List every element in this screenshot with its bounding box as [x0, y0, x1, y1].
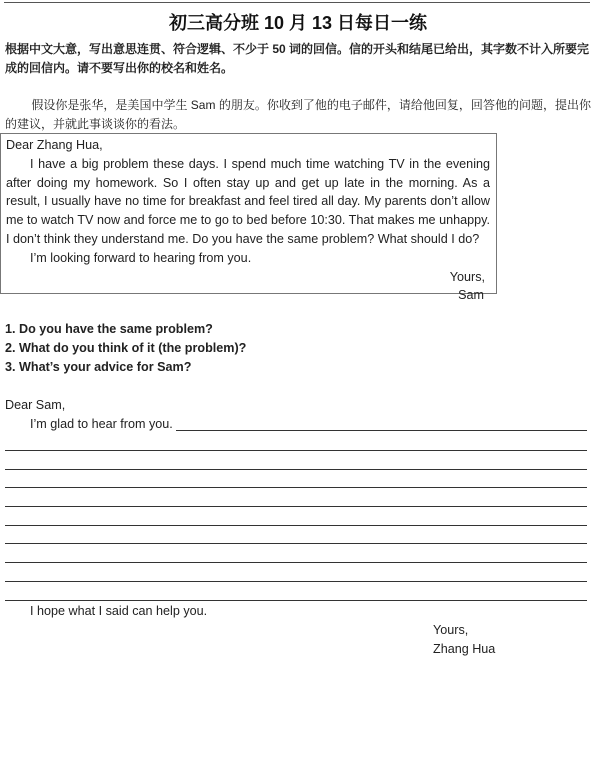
question-list: [5, 320, 246, 377]
answer-blank-line[interactable]: [176, 418, 587, 431]
answer-line[interactable]: [5, 469, 587, 470]
reply-closing-sentence: I hope what I said can help you.: [30, 604, 208, 618]
reply-first-line: [30, 417, 587, 431]
reply-sign-off: Yours,: [433, 623, 469, 637]
answer-line[interactable]: [5, 506, 587, 507]
question-item: 2. What do you think of it (the problem)?: [5, 341, 247, 355]
incoming-letter-box: [0, 133, 497, 303]
question-item: 3. What’s your advice for Sam?: [5, 360, 192, 374]
instructions: 根据中文大意，写出意思连贯、符合逻辑、不少于 50 词的回信。信的开头和结尾已给出，其字数不计入所要完成的回信内。请不要写出你的校名和姓名。: [5, 42, 590, 75]
scenario-text: 假设你是张华，是美国中学生 Sam 的朋友。你收到了他的电子邮件，请给他回复，回答他的问题，提出你的建议，并就此事谈谈你的看法。: [5, 98, 591, 131]
reply-greeting: Dear Sam,: [5, 398, 66, 412]
answer-line[interactable]: [5, 450, 587, 451]
page-title: 初三高分班 10 月 13 日每日一练: [168, 13, 428, 33]
top-rule: [4, 2, 590, 3]
question-item: 1. Do you have the same problem?: [5, 322, 213, 336]
letter-closing-sentence: I’m looking forward to hearing from you.: [30, 250, 252, 265]
answer-line[interactable]: [5, 562, 587, 563]
letter-sign-off: Yours,: [449, 269, 485, 284]
reply-opening: I’m glad to hear from you.: [30, 417, 173, 431]
answer-line[interactable]: [5, 581, 587, 582]
letter-body: I have a big problem these days. I spend much time watching TV in the evening after doing my homework. So I often stay up and get up late in the morning. As a result, I usually have no time for breakfast and feel tired all day. My parents don’t allow me to watch TV now and force me to go to bed before 10:30. That makes me unhappy. I don’t think they understand me. Do you have the same problem? What should I do?: [6, 156, 490, 246]
reply-signature: Zhang Hua: [433, 642, 496, 656]
answer-line[interactable]: [5, 525, 587, 526]
answer-line[interactable]: [5, 487, 587, 488]
answer-line[interactable]: [5, 543, 587, 544]
letter-greeting: Dear Zhang Hua,: [6, 138, 103, 152]
letter-signature: Sam: [458, 288, 484, 303]
answer-line[interactable]: [5, 600, 587, 601]
